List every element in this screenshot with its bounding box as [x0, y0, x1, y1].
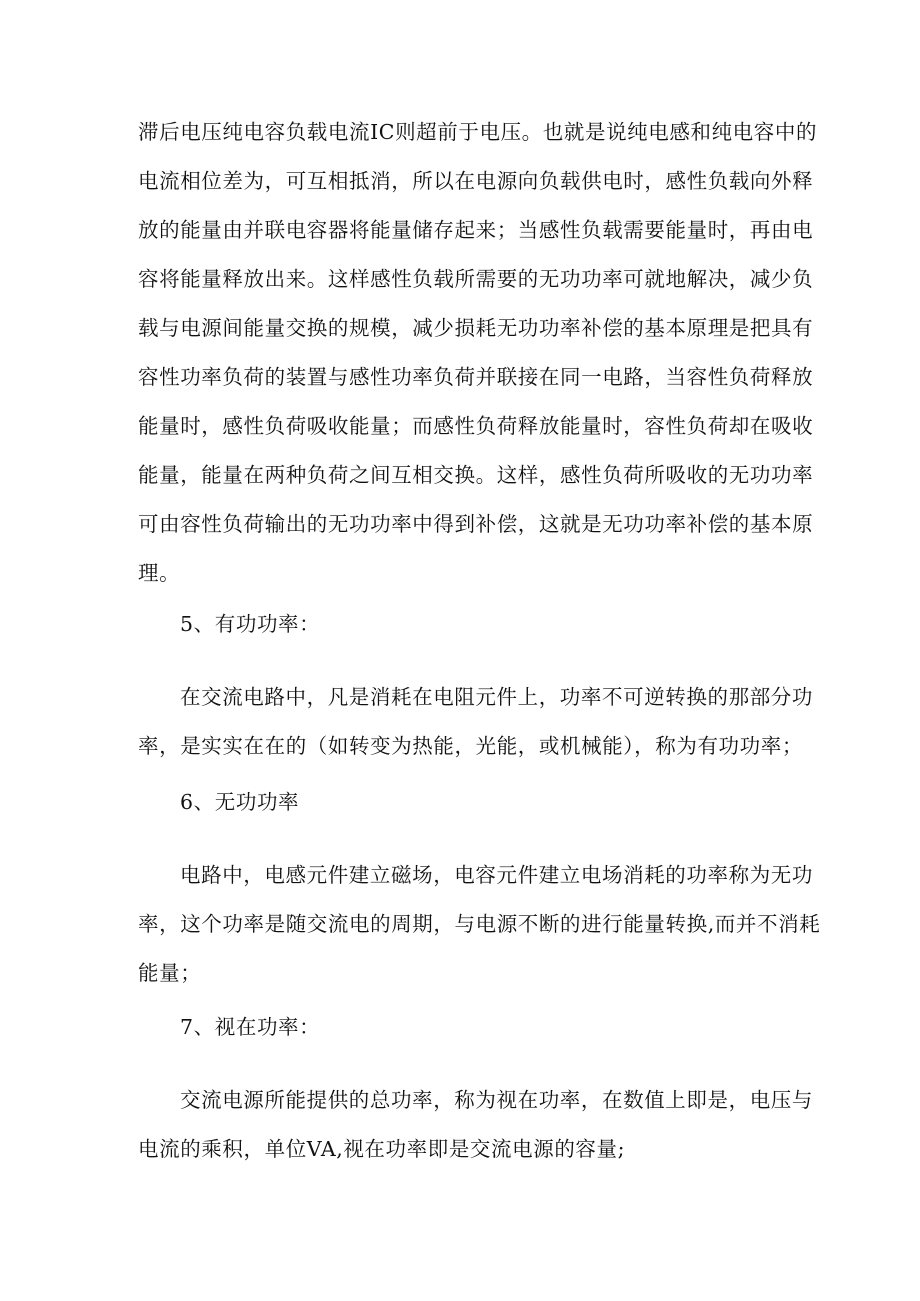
text-line: 率，这个功率是随交流电的周期，与电源不断的进行能量转换,而并不消耗 — [138, 912, 821, 936]
section-heading-reactive-power: 6、无功功率 — [180, 790, 300, 814]
text-line: 电流相位差为，可互相抵消，所以在电源向负载供电时，感性负载向外释 — [138, 169, 814, 193]
paragraph-active-power — [138, 673, 813, 771]
text-line: 在交流电路中，凡是消耗在电阻元件上，功率不可逆转换的那部分功 — [180, 685, 813, 709]
text-line: 率，是实实在在的（如转变为热能，光能，或机械能），称为有功功率； — [138, 734, 803, 758]
section-heading-apparent-power: 7、视在功率： — [180, 1015, 321, 1039]
text-line: 能量； — [138, 961, 202, 985]
text-line: 能量，能量在两种负荷之间互相交换。这样，感性负荷所吸收的无功功率 — [138, 463, 814, 487]
text-line: 放的能量由并联电容器将能量储存起来；当感性负载需要能量时，再由电 — [138, 218, 814, 242]
text-line: 容性功率负荷的装置与感性功率负荷并联接在同一电路，当容性负荷释放 — [138, 365, 814, 389]
text-line: 理。 — [138, 561, 181, 585]
text-line: 载与电源间能量交换的规模，减少损耗无功功率补偿的基本原理是把具有 — [138, 316, 814, 340]
text-line: 容将能量释放出来。这样感性负载所需要的无功功率可就地解决，减少负 — [138, 267, 814, 291]
text-line: 可由容性负荷输出的无功功率中得到补偿，这就是无功功率补偿的基本原 — [138, 512, 814, 536]
paragraph-apparent-power — [138, 1076, 813, 1174]
section-heading-active-power: 5、有功功率： — [180, 612, 321, 636]
paragraph-reactive-power — [138, 851, 821, 998]
text-line: 电路中，电感元件建立磁场，电容元件建立电场消耗的功率称为无功 — [180, 863, 813, 887]
text-line: 能量时，感性负荷吸收能量；而感性负荷释放能量时，容性负荷却在吸收 — [138, 414, 814, 438]
text-line: 电流的乘积，单位VA,视在功率即是交流电源的容量; — [138, 1137, 626, 1161]
paragraph-reactive-compensation — [138, 108, 818, 598]
text-line: 交流电源所能提供的总功率，称为视在功率，在数值上即是，电压与 — [180, 1088, 813, 1112]
text-line: 滞后电压纯电容负载电流IC则超前于电压。也就是说纯电感和纯电容中的 — [138, 120, 818, 144]
